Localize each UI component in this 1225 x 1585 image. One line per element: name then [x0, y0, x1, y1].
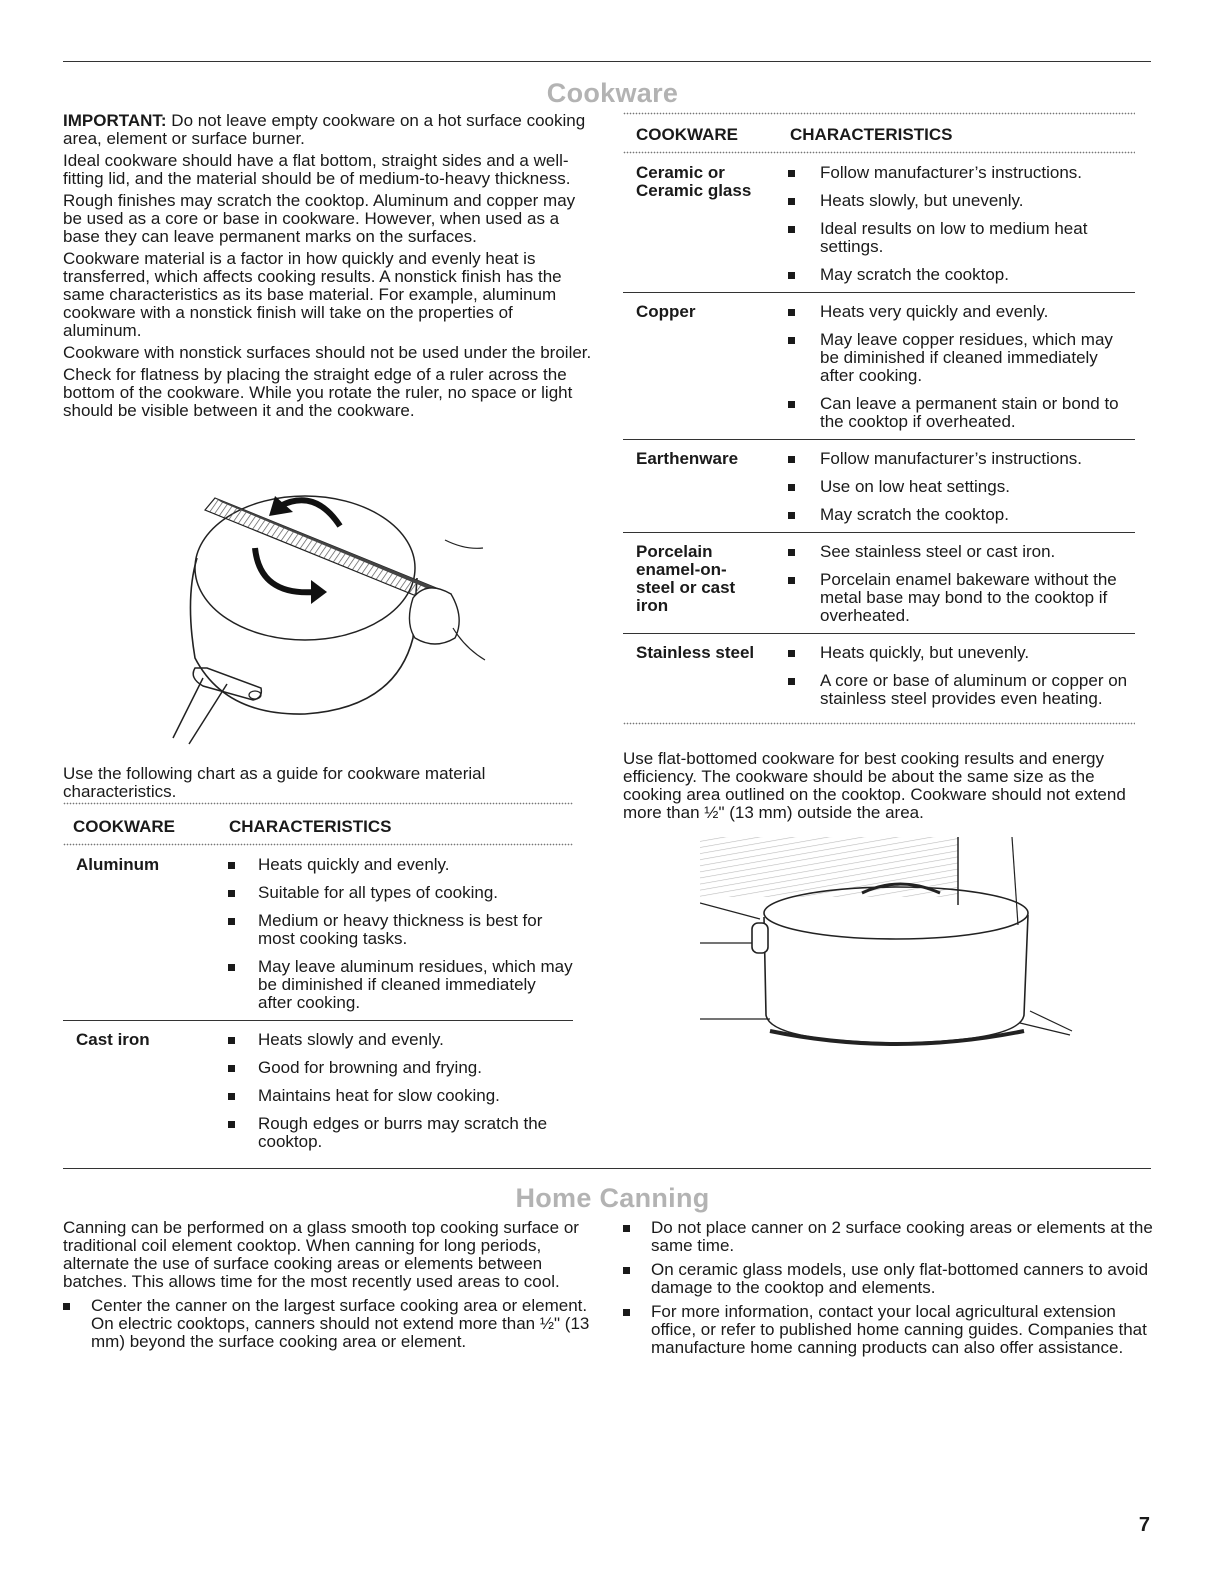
chart-intro: Use the following chart as a guide for cookware material characteristics. [63, 764, 486, 801]
characteristic-item: Can leave a permanent stain or bond to the cooktop if overheated. [623, 395, 1135, 431]
header-cookware: COOKWARE [636, 125, 738, 144]
page-number: 7 [1138, 1514, 1150, 1536]
top-rule [63, 61, 1151, 62]
flat-bottom-paragraph: Use flat-bottomed cookware for best cooking results and energy efficiency. The cookware should be about the same size as the cooking area outlined on the cooktop. Cookware should not extend more than ½" (13 mm) outside the area. [623, 749, 1126, 822]
characteristics-list [623, 543, 1135, 625]
canning-bullet: Center the canner on the largest surface cooking area or element. On electric cooktops, canners should not extend more than ½" (13 mm) beyond the surface cooking area or element. [63, 1297, 593, 1351]
characteristic-item: May leave copper residues, which may be diminished if cleaned immediately after cooking. [623, 331, 1135, 385]
characteristic-item: Maintains heat for slow cooking. [63, 1087, 573, 1105]
characteristic-item: See stainless steel or cast iron. [623, 543, 1135, 561]
characteristic-item: Heats quickly and evenly. [63, 856, 573, 874]
table-top-dots [623, 112, 1135, 115]
cookware-table-left [63, 802, 573, 1159]
canning-right-bullets [623, 1219, 1153, 1357]
canning-intro: Canning can be performed on a glass smooth top cooking surface or traditional coil element cooktop. When canning for long periods, alternate the use of surface cooking areas or elements between batches. This allows time for the most recently used areas to cool. [63, 1218, 579, 1291]
table-row [63, 846, 573, 1020]
characteristic-item: Good for browning and frying. [63, 1059, 573, 1077]
characteristic-item: Medium or heavy thickness is best for most cooking tasks. [63, 912, 573, 948]
characteristic-item: Rough edges or burrs may scratch the cooktop. [63, 1115, 573, 1151]
characteristics-list [623, 303, 1135, 431]
canning-left-bullets [63, 1297, 593, 1351]
characteristic-item: A core or base of aluminum or copper on stainless steel provides even heating. [623, 672, 1135, 708]
characteristic-item: Suitable for all types of cooking. [63, 884, 573, 902]
characteristic-item: Heats quickly, but unevenly. [623, 644, 1135, 662]
material-name: Earthenware [636, 449, 739, 468]
table-bottom-dots [623, 722, 1135, 725]
cookware-paragraph: Cookware material is a factor in how quickly and evenly heat is transferred, which affects cooking results. A nonstick finish has the same characteristics as its base material. For example, aluminum cookware with a nonstick finish will take on the properties of aluminum. [63, 249, 562, 340]
characteristics-list [623, 450, 1135, 524]
canning-rule [63, 1168, 1151, 1169]
material-name: Aluminum [76, 855, 160, 874]
canning-title: Home Canning [515, 1183, 710, 1213]
canning-bullet: Do not place canner on 2 surface cooking areas or elements at the same time. [623, 1219, 1153, 1255]
characteristic-item: Heats slowly and evenly. [63, 1031, 573, 1049]
material-name: Porcelain enamel-on-steel or cast iron [636, 542, 736, 615]
characteristic-item: May scratch the cooktop. [623, 506, 1135, 524]
characteristics-list [623, 644, 1135, 708]
canning-right-column [623, 1219, 1153, 1361]
characteristic-item: Follow manufacturer’s instructions. [623, 164, 1135, 182]
canning-bullet: For more information, contact your local agricultural extension office, or refer to published home canning guides. Companies that manufacture home canning products can also offer assistance. [623, 1303, 1153, 1357]
table-rows [63, 846, 573, 1159]
table-header [63, 815, 573, 837]
table-row [623, 440, 1135, 532]
cookware-paragraph: Check for flatness by placing the straight edge of a ruler across the bottom of the cookware. While you rotate the ruler, no space or light should be visible between it and the cookware. [63, 365, 573, 420]
table-header [623, 123, 1135, 145]
material-name: Copper [636, 302, 696, 321]
material-name: Stainless steel [636, 643, 755, 662]
cookware-left-text [63, 112, 593, 424]
important-paragraph [63, 112, 593, 148]
header-cookware: COOKWARE [73, 817, 175, 836]
characteristic-item: May leave aluminum residues, which may be diminished if cleaned immediately after cooking. [63, 958, 573, 1012]
pot-on-cooktop-illustration [700, 835, 1080, 1065]
header-characteristics: CHARACTERISTICS [229, 817, 392, 836]
characteristics-list [63, 856, 573, 1012]
table-row [623, 634, 1135, 716]
characteristic-item: Heats slowly, but unevenly. [623, 192, 1135, 210]
table-row [623, 154, 1135, 292]
characteristic-item: Ideal results on low to medium heat settings. [623, 220, 1135, 256]
important-text: Do not leave empty cookware on a hot surface cooking area, element or surface burner. [63, 111, 586, 148]
ruler-on-pot-illustration [165, 488, 495, 750]
table-row [623, 533, 1135, 633]
important-label: IMPORTANT: [63, 111, 167, 130]
material-name: Cast iron [76, 1030, 150, 1049]
characteristic-item: Porcelain enamel bakeware without the metal base may bond to the cooktop if overheated. [623, 571, 1135, 625]
cookware-paragraph: Ideal cookware should have a flat bottom, straight sides and a well-fitting lid, and the material should be of medium-to-heavy thickness. [63, 151, 571, 188]
characteristic-item: May scratch the cooktop. [623, 266, 1135, 284]
table-row [63, 1021, 573, 1159]
cookware-title: Cookware [546, 78, 679, 108]
header-characteristics: CHARACTERISTICS [790, 125, 953, 144]
cookware-paragraph: Cookware with nonstick surfaces should not be used under the broiler. [63, 343, 592, 362]
table-top-dots [63, 802, 573, 805]
table-row [623, 293, 1135, 439]
characteristic-item: Follow manufacturer’s instructions. [623, 450, 1135, 468]
material-name: Ceramic or Ceramic glass [636, 163, 752, 200]
cookware-table-right [623, 112, 1135, 725]
cookware-paragraph: Rough finishes may scratch the cooktop. Aluminum and copper may be used as a core or base in cookware. However, when used as a base they can leave permanent marks on the surfaces. [63, 191, 576, 246]
canning-left-column [63, 1219, 593, 1355]
table-rows [623, 154, 1135, 716]
characteristics-list [63, 1031, 573, 1151]
characteristic-item: Heats very quickly and evenly. [623, 303, 1135, 321]
canning-bullet: On ceramic glass models, use only flat-bottomed canners to avoid damage to the cooktop and elements. [623, 1261, 1153, 1297]
characteristic-item: Use on low heat settings. [623, 478, 1135, 496]
